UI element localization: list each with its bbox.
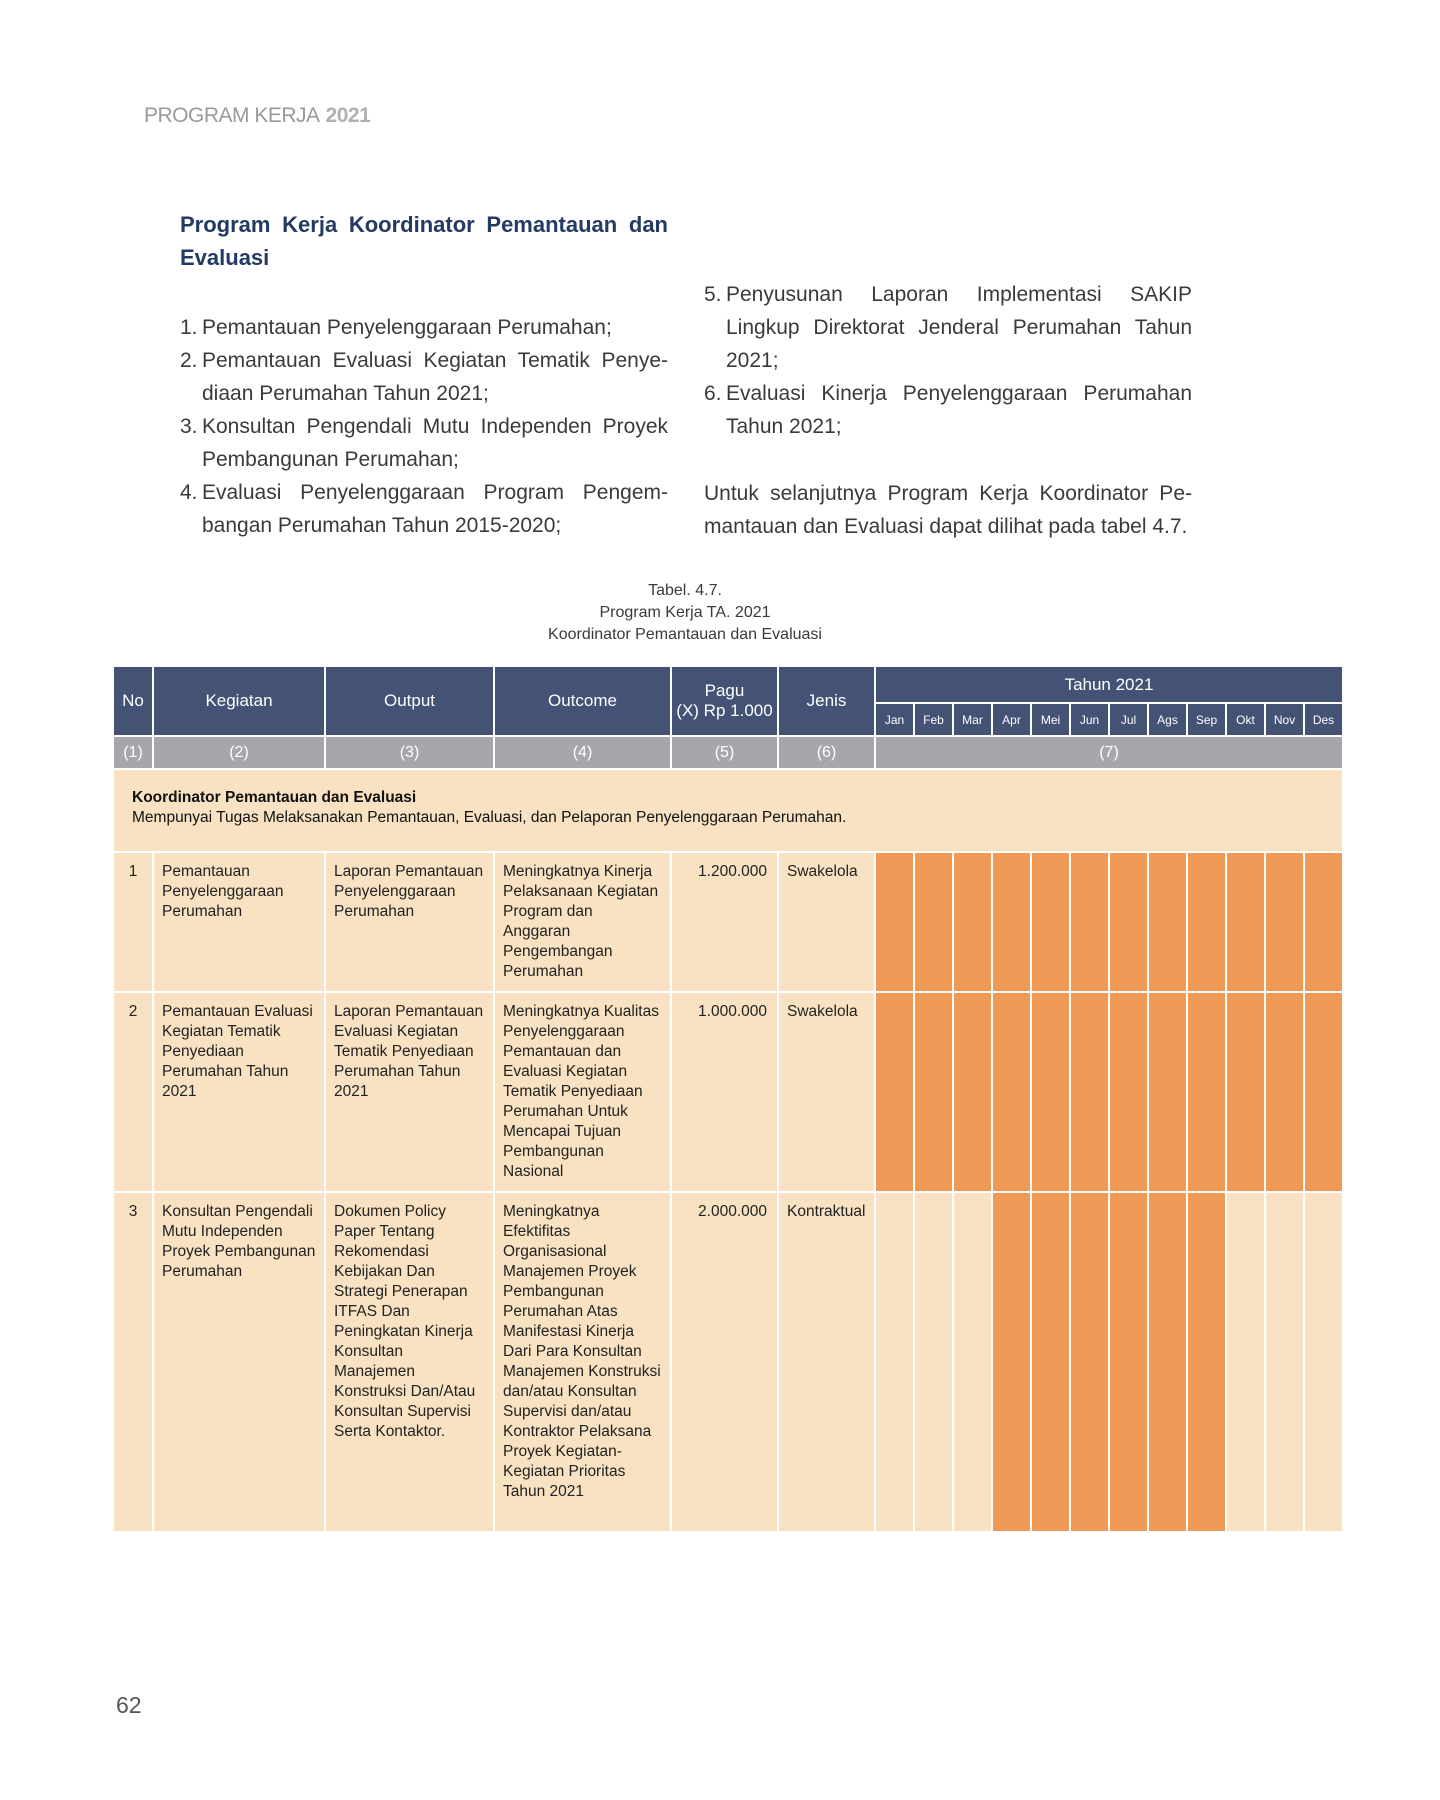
header-month: Jan [876, 704, 913, 735]
header-month: Des [1305, 704, 1342, 735]
list-number: 3. [180, 415, 198, 438]
cell-no: 1 [114, 853, 152, 991]
month-cell [1110, 1193, 1147, 1531]
cell-output: Dokumen Policy Paper Tentang Rekomendasi Kebijakan Dan Strategi Penerapan ITFAS Dan Peningkatan Kinerja Konsultan Manajemen Konstruksi Dan/Atau Konsultan Supervisi Serta Kontaktor. [326, 1193, 493, 1531]
cell-jenis: Swakelola [779, 853, 874, 991]
program-table [112, 665, 1344, 1533]
list-number: 2. [180, 349, 198, 372]
header-month: Nov [1266, 704, 1303, 735]
list-text: Evaluasi Kinerja Penyelenggaraan Perumahan Tahun 2021; [726, 382, 1192, 438]
month-cell [876, 853, 913, 991]
table-row [114, 993, 1342, 1191]
list-text: Konsultan Pengendali Mutu Independen Proyek Pembangunan Perumahan; [202, 415, 668, 471]
table-caption [0, 580, 1370, 646]
header-no: No [114, 667, 152, 735]
month-cell [1305, 993, 1342, 1191]
column-number: (3) [326, 737, 493, 768]
list-right [704, 278, 1192, 443]
table-row [114, 1193, 1342, 1531]
month-cell [1266, 853, 1303, 991]
month-cell [1149, 853, 1186, 991]
month-cell [993, 993, 1030, 1191]
column-number: (4) [495, 737, 670, 768]
cell-output: Laporan Pemantauan Evaluasi Kegiatan Tematik Penyediaan Perumahan Tahun 2021 [326, 993, 493, 1191]
cell-outcome: Meningkatnya Kualitas Penyelenggaraan Pemantauan dan Evaluasi Kegiatan Tematik Penyediaan Perumahan Untuk Mencapai Tujuan Pembangunan Nasional [495, 993, 670, 1191]
month-cell [1032, 1193, 1069, 1531]
caption-line: Tabel. 4.7. [648, 582, 722, 599]
cell-no: 3 [114, 1193, 152, 1531]
cell-output: Laporan Pemantauan Penyelenggaraan Perumahan [326, 853, 493, 991]
header-month: Jun [1071, 704, 1108, 735]
list-number: 1. [180, 316, 198, 339]
month-cell [1266, 1193, 1303, 1531]
month-cell [954, 853, 991, 991]
column-number: (5) [672, 737, 777, 768]
header-month: Apr [993, 704, 1030, 735]
cell-kegiatan: Konsultan Pengendali Mutu Independen Proyek Pembangunan Perumahan [154, 1193, 324, 1531]
list-number: 4. [180, 481, 198, 504]
header-month: Mei [1032, 704, 1069, 735]
month-cell [1227, 853, 1264, 991]
running-header-text: PROGRAM KERJA [144, 104, 320, 127]
header-month: Feb [915, 704, 952, 735]
section-description: Mempunyai Tugas Melaksanakan Pemantauan, Evaluasi, dan Pelaporan Penyelenggaraan Perumahan. [132, 809, 847, 826]
cell-kegiatan: Pemantauan Evaluasi Kegiatan Tematik Penyediaan Perumahan Tahun 2021 [154, 993, 324, 1191]
month-cell [1266, 993, 1303, 1191]
month-cell [1188, 853, 1225, 991]
month-cell [876, 993, 913, 1191]
column-number: (6) [779, 737, 874, 768]
section-heading: Program Kerja Koordinator Pemantauan dan Evaluasi [180, 212, 668, 270]
section-title: Koordinator Pemantauan dan Evaluasi [132, 789, 417, 806]
header-month: Sep [1188, 704, 1225, 735]
month-cell [954, 993, 991, 1191]
month-cell [1227, 1193, 1264, 1531]
list-number: 6. [704, 382, 722, 405]
month-cell [1110, 993, 1147, 1191]
month-cell [1305, 853, 1342, 991]
month-cell [1071, 1193, 1108, 1531]
caption-line: Program Kerja TA. 2021 [599, 604, 771, 621]
month-cell [1071, 993, 1108, 1191]
running-header [144, 104, 370, 128]
page-number: 62 [116, 1692, 142, 1718]
list-item [180, 311, 668, 344]
month-cell [1227, 993, 1264, 1191]
cell-jenis: Kontraktual [779, 1193, 874, 1531]
month-cell [1305, 1193, 1342, 1531]
column-number: (7) [876, 737, 1342, 768]
cell-jenis: Swakelola [779, 993, 874, 1191]
month-cell [1032, 853, 1069, 991]
month-cell [954, 1193, 991, 1531]
cell-no: 2 [114, 993, 152, 1191]
header-month: Okt [1227, 704, 1264, 735]
list-number: 5. [704, 283, 722, 306]
table-row [114, 853, 1342, 991]
list-item [180, 476, 668, 542]
month-cell [915, 853, 952, 991]
list-text: Pemantauan Penyelenggaraan Perumahan; [202, 316, 612, 339]
month-cell [915, 1193, 952, 1531]
header-jenis: Jenis [779, 667, 874, 735]
cell-outcome: Meningkatnya Efektifitas Organisasional Manajemen Proyek Pembangunan Perumahan Atas Manifestasi Kinerja Dari Para Konsultan Manajemen Konstruksi dan/atau Konsultan Supervisi dan/atau Kontraktor Pelaksana Proyek Kegiatan-Kegiatan Prioritas Tahun 2021 [495, 1193, 670, 1531]
cell-kegiatan: Pemantauan Penyelenggaraan Perumahan [154, 853, 324, 991]
list-text: Pemantauan Evaluasi Kegiatan Tematik Penye-diaan Perumahan Tahun 2021; [202, 349, 668, 405]
month-cell [1032, 993, 1069, 1191]
header-kegiatan: Kegiatan [154, 667, 324, 735]
month-cell [1149, 993, 1186, 1191]
pagu-unit: (X) Rp 1.000 [676, 701, 773, 720]
list-item [704, 278, 1192, 377]
header-month: Mar [954, 704, 991, 735]
header-month: Ags [1149, 704, 1186, 735]
month-cell [876, 1193, 913, 1531]
month-cell [915, 993, 952, 1191]
column-number: (1) [114, 737, 152, 768]
month-cell [1149, 1193, 1186, 1531]
list-item [180, 410, 668, 476]
intro-paragraph: Untuk selanjutnya Program Kerja Koordinator Pe-mantauan dan Evaluasi dapat dilihat pada tabel 4.7. [704, 482, 1192, 538]
list-left [180, 311, 668, 542]
cell-pagu: 2.000.000 [672, 1193, 777, 1531]
header-output: Output [326, 667, 493, 735]
month-cell [993, 1193, 1030, 1531]
month-cell [993, 853, 1030, 991]
header-pagu [672, 667, 777, 735]
list-text: Penyusunan Laporan Implementasi SAKIP Lingkup Direktorat Jenderal Perumahan Tahun 2021; [726, 283, 1192, 372]
header-outcome: Outcome [495, 667, 670, 735]
column-number: (2) [154, 737, 324, 768]
month-cell [1188, 1193, 1225, 1531]
cell-pagu: 1.000.000 [672, 993, 777, 1191]
cell-outcome: Meningkatnya Kinerja Pelaksanaan Kegiatan Program dan Anggaran Pengembangan Perumahan [495, 853, 670, 991]
month-cell [1188, 993, 1225, 1191]
caption-line: Koordinator Pemantauan dan Evaluasi [548, 626, 822, 643]
cell-pagu: 1.200.000 [672, 853, 777, 991]
list-item [704, 377, 1192, 443]
section-row [114, 770, 1342, 851]
running-header-year: 2021 [325, 104, 371, 127]
list-item [180, 344, 668, 410]
month-cell [1071, 853, 1108, 991]
month-cell [1110, 853, 1147, 991]
header-month: Jul [1110, 704, 1147, 735]
pagu-label: Pagu [704, 681, 745, 700]
header-tahun: Tahun 2021 [876, 667, 1342, 702]
list-text: Evaluasi Penyelenggaraan Program Pengem-bangan Perumahan Tahun 2015-2020; [202, 481, 668, 537]
